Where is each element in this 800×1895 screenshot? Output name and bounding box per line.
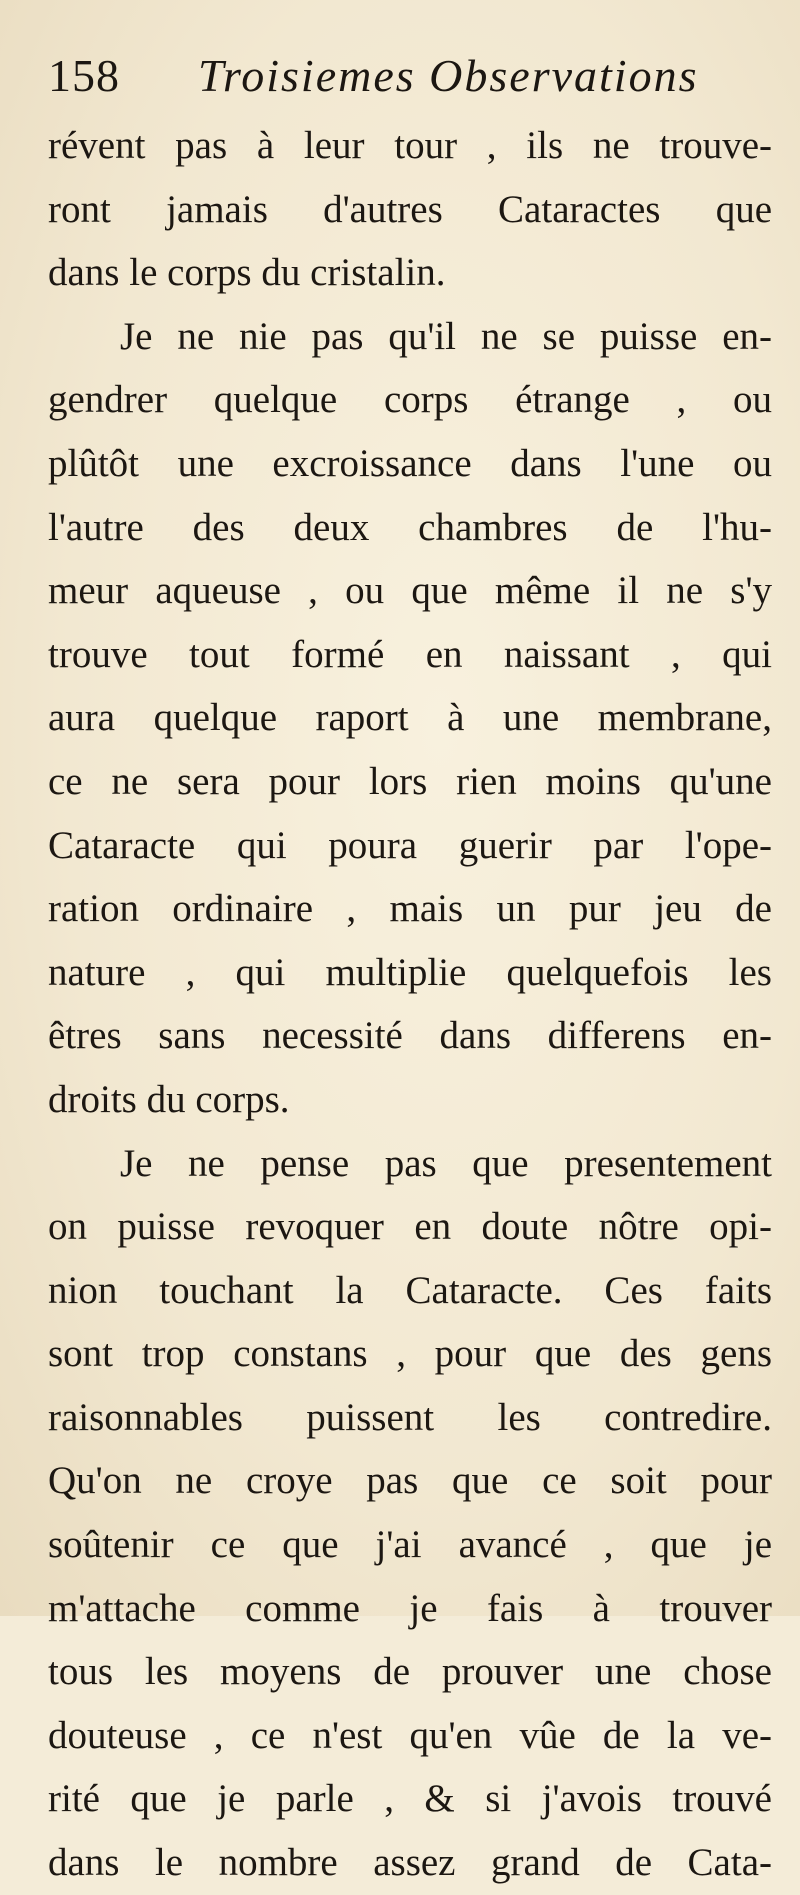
text-line: tous les moyens de prouver une chose (48, 1650, 772, 1694)
running-title: Troisiemes Observations (198, 50, 699, 101)
text-line: m'attache comme je fais à trouver (48, 1586, 772, 1630)
paragraph-start-line: Je ne nie pas qu'il ne se puisse en- (120, 314, 772, 358)
text-line: Cataracte qui poura guerir par l'ope- (48, 823, 772, 867)
text-line: Qu'on ne croye pas que ce soit pour (48, 1459, 772, 1503)
text-line: révent pas à leur tour , ils ne trouve- (48, 124, 772, 167)
text-line: douteuse , ce n'est qu'en vûe de la ve- (48, 1713, 772, 1757)
text-line: meur aqueuse , ou que même il ne s'y (48, 569, 772, 613)
text-line: nature , qui multiplie quelquefois les (48, 950, 772, 994)
text-line: soûtenir ce que j'ai avancé , que je (48, 1523, 772, 1567)
text-line: gendrer quelque corps étrange , ou (48, 378, 772, 422)
text-line: droits du corps. (48, 1077, 290, 1121)
page-header (48, 38, 772, 114)
text-line: on puisse revoquer en doute nôtre opi- (48, 1205, 772, 1249)
text-line: raisonnables puissent les contredire. (48, 1395, 772, 1439)
page-number: 158 (48, 50, 120, 101)
text-line: dans le nombre assez grand de Cata- (48, 1841, 772, 1885)
text-line: sont trop constans , pour que des gens (48, 1332, 772, 1376)
text-line: nion touchant la Cataracte. Ces faits (48, 1268, 772, 1312)
text-line: plûtôt une excroissance dans l'une ou (48, 441, 772, 485)
body-text (48, 114, 772, 1895)
text-line: dans le corps du cristalin. (48, 251, 446, 295)
text-line: êtres sans necessité dans differens en- (48, 1014, 772, 1058)
text-line: trouve tout formé en naissant , qui (48, 632, 772, 676)
text-line: aura quelque raport à une membrane, (48, 696, 772, 740)
text-line: rité que je parle , & si j'avois trouvé (48, 1777, 772, 1821)
paragraph-start-line: Je ne pense pas que presentement (120, 1141, 772, 1185)
text-line: ce ne sera pour lors rien moins qu'une (48, 759, 772, 803)
text-line: ront jamais d'autres Cataractes que (48, 187, 772, 231)
text-line: ration ordinaire , mais un pur jeu de (48, 887, 772, 931)
text-line: l'autre des deux chambres de l'hu- (48, 505, 772, 549)
